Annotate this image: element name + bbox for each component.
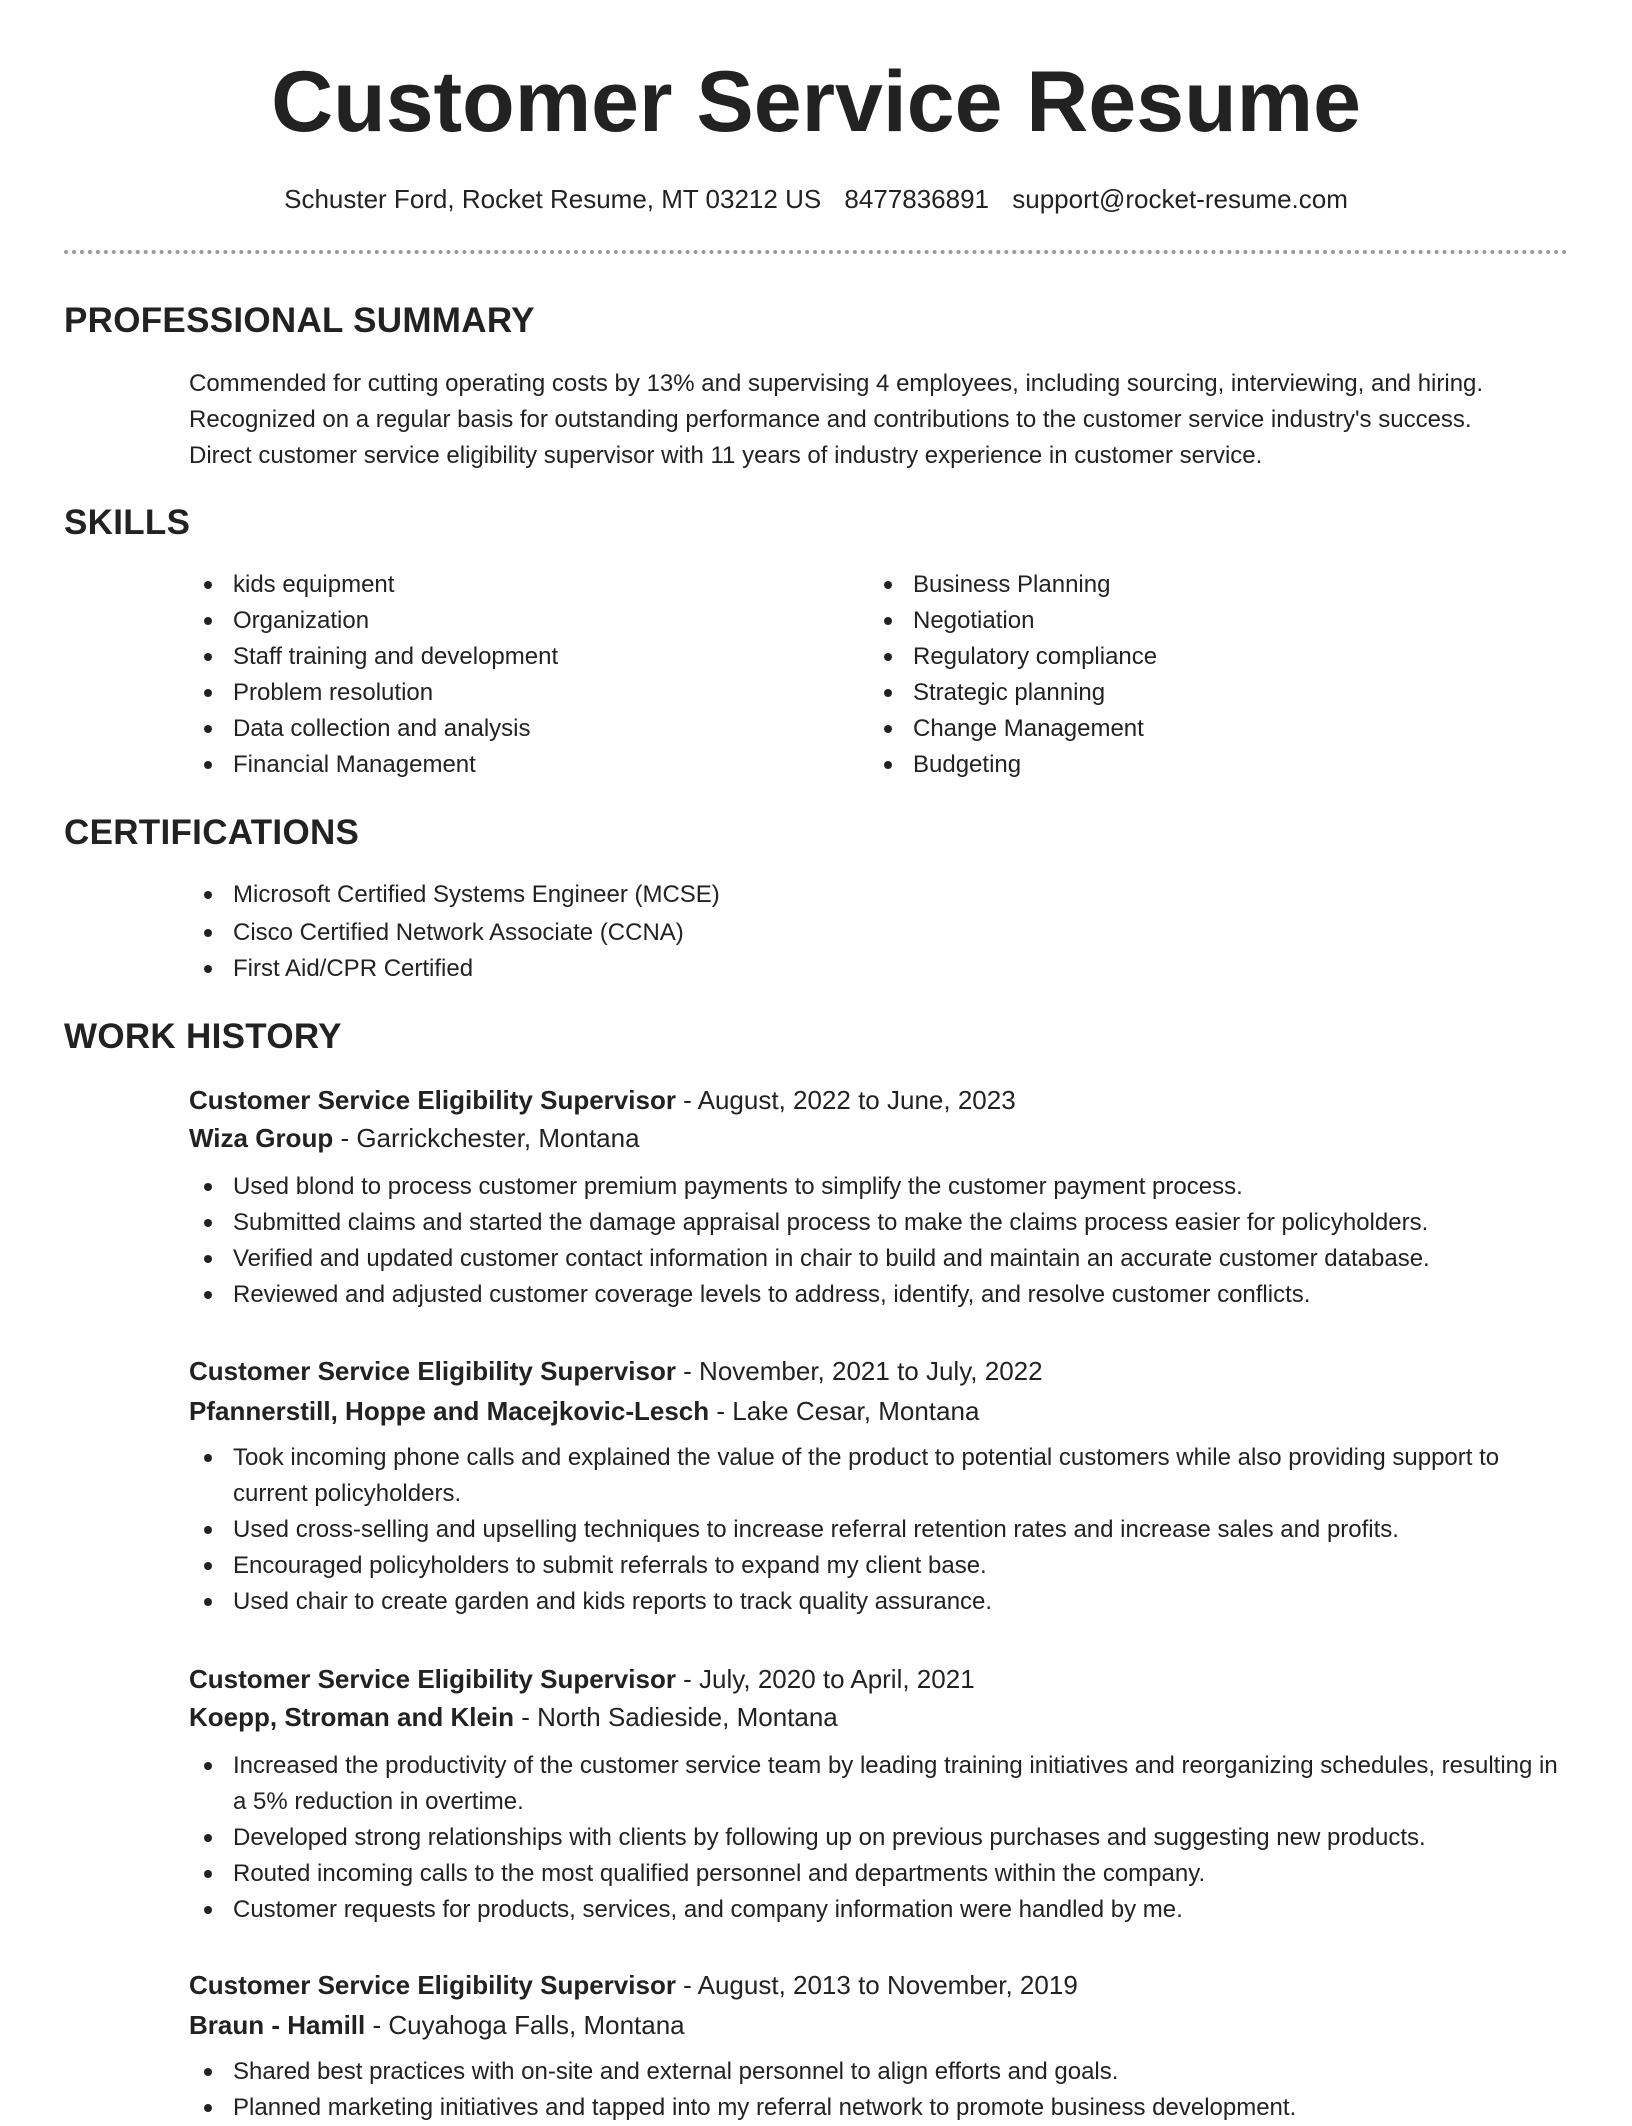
job-company-line: [189, 2006, 1569, 2044]
contact-email: support@rocket-resume.com: [1012, 184, 1348, 214]
job-bullet: Developed strong relationships with clients by following up on previous purchases and suggesting new products.: [189, 1820, 1569, 1856]
job-bullet: Used blond to process customer premium payments to simplify the customer payment process.: [189, 1169, 1569, 1205]
job-dates: - August, 2013 to November, 2019: [675, 1970, 1078, 2000]
summary-text: [189, 366, 1589, 474]
contact-phone: 8477836891: [844, 184, 990, 214]
job-bullet: Shared best practices with on-site and external personnel to align efforts and goals.: [189, 2054, 1569, 2090]
job-dates: - July, 2020 to April, 2021: [675, 1664, 975, 1694]
job-company-line: [189, 1698, 1569, 1736]
job-title-line: [189, 1966, 1569, 2004]
job-bullet: Routed incoming calls to the most qualified personnel and departments within the company.: [189, 1856, 1569, 1892]
job-bullet: Planned marketing initiatives and tapped into my referral network to promote business development.: [189, 2090, 1569, 2126]
job-bullet: Customer requests for products, services, and company information were handled by me.: [189, 1892, 1569, 1928]
skill-item: Negotiation: [869, 603, 1509, 639]
job-bullet: Verified and updated customer contact information in chair to build and maintain an accurate customer database.: [189, 1241, 1569, 1277]
job-location: - Garrickchester, Montana: [333, 1123, 640, 1153]
job-title: Customer Service Eligibility Supervisor: [189, 1356, 676, 1386]
summary-heading: PROFESSIONAL SUMMARY: [64, 301, 535, 340]
job-location: - North Sadieside, Montana: [514, 1702, 838, 1732]
job-company: Koepp, Stroman and Klein: [189, 1702, 515, 1732]
skill-item: kids equipment: [189, 567, 829, 603]
job-dates: - November, 2021 to July, 2022: [675, 1356, 1043, 1386]
skill-item: Budgeting: [869, 747, 1509, 783]
certifications-heading: CERTIFICATIONS: [64, 813, 360, 852]
skills-heading: SKILLS: [64, 503, 191, 542]
job-company-line: [189, 1392, 1569, 1430]
job-title: Customer Service Eligibility Supervisor: [189, 1664, 676, 1694]
job-company: Wiza Group: [189, 1123, 334, 1153]
certification-item: Cisco Certified Network Associate (CCNA): [189, 915, 1569, 951]
contact-address: Schuster Ford, Rocket Resume, MT 03212 US: [284, 184, 822, 214]
job-company-line: [189, 1119, 1569, 1157]
certification-item: First Aid/CPR Certified: [189, 951, 1569, 987]
summary-line: Direct customer service eligibility supervisor with 11 years of industry experience in customer service.: [189, 442, 1263, 469]
skills-list-left: [189, 567, 829, 783]
job-title-line: [189, 1660, 1569, 1698]
skill-item: Data collection and analysis: [189, 711, 829, 747]
skill-item: Business Planning: [869, 567, 1509, 603]
resume-title: Customer Service Resume: [271, 54, 1361, 150]
job-bullet: Submitted claims and started the damage appraisal process to make the claims process easier for policyholders.: [189, 1205, 1569, 1241]
skills-list-right: [869, 567, 1509, 783]
job-entry: [189, 1660, 1569, 1928]
contact-line: [0, 182, 1632, 216]
job-bullets: [189, 1440, 1569, 1620]
job-bullet: Took incoming phone calls and explained the value of the product to potential customers while also providing support to current policyholders.: [189, 1440, 1569, 1512]
certifications-list: [189, 877, 1569, 987]
job-company: Braun - Hamill: [189, 2010, 366, 2040]
job-location: - Lake Cesar, Montana: [709, 1396, 980, 1426]
skill-item: Organization: [189, 603, 829, 639]
job-bullets: [189, 2054, 1569, 2126]
skill-item: Financial Management: [189, 747, 829, 783]
skill-item: Problem resolution: [189, 675, 829, 711]
job-title: Customer Service Eligibility Supervisor: [189, 1085, 676, 1115]
skill-item: Change Management: [869, 711, 1509, 747]
job-bullet: Used chair to create garden and kids reports to track quality assurance.: [189, 1584, 1569, 1620]
skill-item: Strategic planning: [869, 675, 1509, 711]
work-history-heading: WORK HISTORY: [64, 1017, 342, 1056]
summary-line: Commended for cutting operating costs by 13% and supervising 4 employees, including sourcing, interviewing, and hiring.: [189, 370, 1484, 397]
job-entry: [189, 1352, 1569, 1620]
job-bullet: Encouraged policyholders to submit referrals to expand my client base.: [189, 1548, 1569, 1584]
job-bullet: Reviewed and adjusted customer coverage levels to address, identify, and resolve customer conflicts.: [189, 1277, 1569, 1313]
header-divider: [64, 250, 1568, 254]
job-entry: [189, 1966, 1569, 2126]
skill-item: Staff training and development: [189, 639, 829, 675]
job-title-line: [189, 1081, 1569, 1119]
job-dates: - August, 2022 to June, 2023: [675, 1085, 1016, 1115]
job-bullets: [189, 1169, 1569, 1313]
job-bullets: [189, 1748, 1569, 1928]
job-bullet: Used cross-selling and upselling techniques to increase referral retention rates and increase sales and profits.: [189, 1512, 1569, 1548]
certification-item: Microsoft Certified Systems Engineer (MCSE): [189, 877, 1569, 913]
job-location: - Cuyahoga Falls, Montana: [365, 2010, 685, 2040]
job-company: Pfannerstill, Hoppe and Macejkovic-Lesch: [189, 1396, 710, 1426]
job-title: Customer Service Eligibility Supervisor: [189, 1970, 676, 2000]
job-title-line: [189, 1352, 1569, 1390]
summary-line: Recognized on a regular basis for outstanding performance and contributions to the customer service industry's success.: [189, 406, 1472, 433]
job-entry: [189, 1081, 1569, 1313]
job-bullet: Increased the productivity of the customer service team by leading training initiatives and reorganizing schedules, resulting in a 5% reduction in overtime.: [189, 1748, 1569, 1820]
skill-item: Regulatory compliance: [869, 639, 1509, 675]
